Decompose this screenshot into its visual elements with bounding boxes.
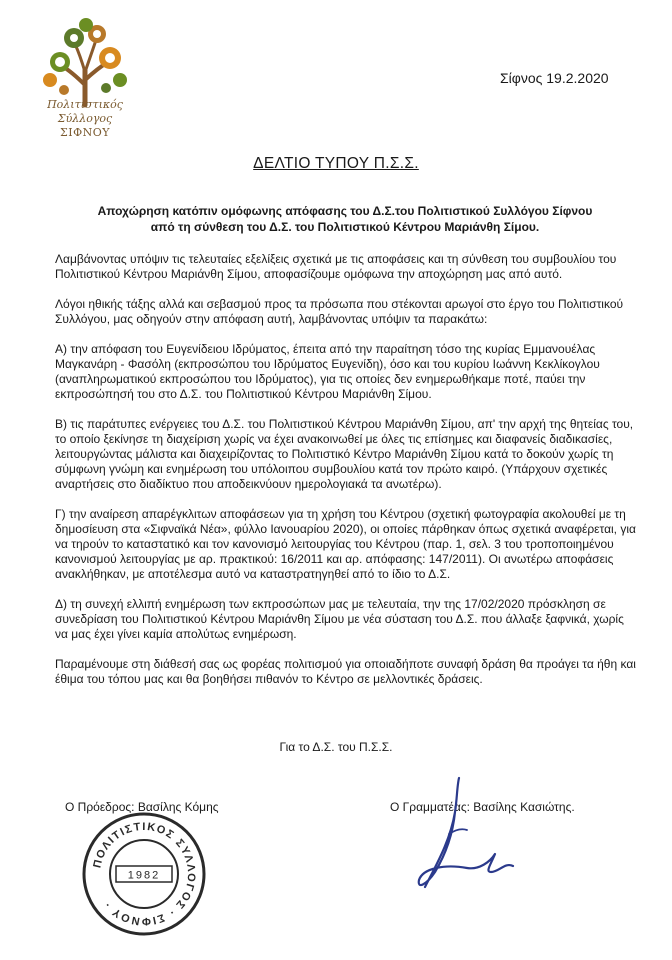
handwritten-signature-icon <box>395 772 525 912</box>
paragraph-b: Β) τις παράτυπες ενέργειες του Δ.Σ. του Πολιτιστικού Κέντρου Μαριάνθη Σίμου, απ' την αρχή της θητείας του, το οποίο ξεκίνησε τη διαχείριση χωρίς να έχει ανακοινωθεί με όλες τις επίσημες και διαφανείς διαδικασίες, λειτουργώντας μάλιστα και διαχειρίζοντας το Πολιτιστικό Κέντρο Μαριάνθη Σίμου κατά το δοκούν χωρίς τη σύμφωνη γνώμη και ενημέρωση του υπόλοιπου συμβουλίου κατά τον πρώτο καιρό. (Υπάρχουν σχετικές αναρτήσεις στο διαδίκτυο που αποδεικνύουν ημερολογιακά τα ανωτέρω). <box>55 417 634 491</box>
document-date: Σίφνος 19.2.2020 <box>500 70 609 86</box>
secretary-signature-label: Ο Γραμματέας: Βασίλης Κασιώτης. <box>390 800 575 814</box>
logo-line2: ΣΙΦΝΟΥ <box>59 126 111 139</box>
subject-line1: Αποχώρηση κατόπιν ομόφωνης απόφασης του Δ.Σ.του Πολιτιστικού Συλλόγου Σίφνου <box>97 204 593 218</box>
svg-text:1982: 1982 <box>127 869 161 882</box>
document-body <box>55 252 640 702</box>
logo-line1: Πολιτιστικός Σύλλογος <box>47 98 123 125</box>
president-signature-label: Ο Πρόεδρος: Βασίλης Κόμης <box>65 800 219 814</box>
document-title: ΔΕΛΤΙΟ ΤΥΠΟΥ Π.Σ.Σ. <box>253 155 419 172</box>
seal-stamp-icon <box>80 810 208 938</box>
paragraph-reasons: Λόγοι ηθικής τάξης αλλά και σεβασμού προς τα πρόσωπα που στέκονται αρωγοί στο έργο του Πολιτιστικού Συλλόγου, μας οδηγούν στην απόφαση αυτή, λαμβάνοντας υπόψιν τα παρακάτω: <box>55 297 624 326</box>
paragraph-intro: Λαμβάνοντας υπόψιν τις τελευταίες εξελίξεις σχετικά με τις αποφάσεις και τη σύνθεση του συμβουλίου του Πολιτιστικού Κέντρου Μαριάνθη Σίμου, αποφασίζουμε ομόφωνα την αποχώρηση μας από αυτό. <box>55 252 617 281</box>
subject-line2: από τη σύνθεση του Δ.Σ. του Πολιτιστικού Κέντρου Μαριάνθη Σίμου. <box>150 220 540 234</box>
logo-text <box>20 98 150 140</box>
paragraph-a: Α) την απόφαση του Ευγενίδειου Ιδρύματος, έπειτα από την παραίτηση τόσο της κυρίας Εμμανουέλας Μαγκανάρη - Φασόλη (εκπροσώπου του Ιδρύματος Ευγενίδη), όσο και του κυρίου Ιωάννη Κεκλίκογλου (αναπληρωματικού εκπροσώπου του Ιδρύματος), για τις οποίες δεν ενημερωθήκαμε ποτέ, παύει την εκπροσώπησή του στο Δ.Σ. του Πολιτιστικού Κέντρου Μαριάνθη Σίμου. <box>55 342 600 401</box>
paragraph-c: Γ) την αναίρεση απαρέγκλιτων αποφάσεων για τη χρήση του Κέντρου (σχετική φωτογραφία ακολουθεί με τη δημοσίευση στα «Σιφναϊκά Νέα», φύλλο Ιανουαρίου 2020), οι οποίες πάρθηκαν όπως σχετικά αναφέρεται, για να τηρούν το καταστατικό και τον κανονισμό λειτουργίας του Κέντρου (παρ. 1, σελ. 3 του τροποποιημένου κανονισμού λειτουργίας με αρ. πρακτικού: 16/2011 και αρ. απόφασης: 147/2011). Οι ανωτέρω αποφάσεις ανακλήθηκαν, με αποτέλεσμα αυτό να καταστρατηγηθεί από το ίδιο το Δ.Σ. <box>55 507 636 581</box>
paragraph-d: Δ) τη συνεχή ελλιπή ενημέρωση των εκπροσώπων μας με τελευταία, την της 17/02/2020 πρόσκληση σε συνεδρίαση του Πολιτιστικού Κέντρου Μαριάνθη Σίμου με νέα σύσταση του Δ.Σ. που άλλαξε ξαφνικά, χωρίς να μας έχει γίνει καμία απολύτως ενημέρωση. <box>55 597 624 641</box>
subject-heading <box>60 203 630 235</box>
svg-text:ΠΟΛΙΤΙΣΤΙΚΟΣ ΣΥΛΛΟΓΟΣ · ΣΙΦΝΟΥ: ΠΟΛΙΤΙΣΤΙΚΟΣ ΣΥΛΛΟΓΟΣ · ΣΙΦΝΟΥ · <box>91 820 198 928</box>
paragraph-closing: Παραμένουμε στη διάθεσή σας ως φορέας πολιτισμού για οποιαδήποτε συναφή δράση θα προάγει τα ήθη και έθιμα του τόπου μας και θα βοηθήσει πιθανόν το Κέντρο σε μελλοντικές δράσεις. <box>55 657 636 686</box>
closing-line: Για το Δ.Σ. του Π.Σ.Σ. <box>279 740 393 754</box>
